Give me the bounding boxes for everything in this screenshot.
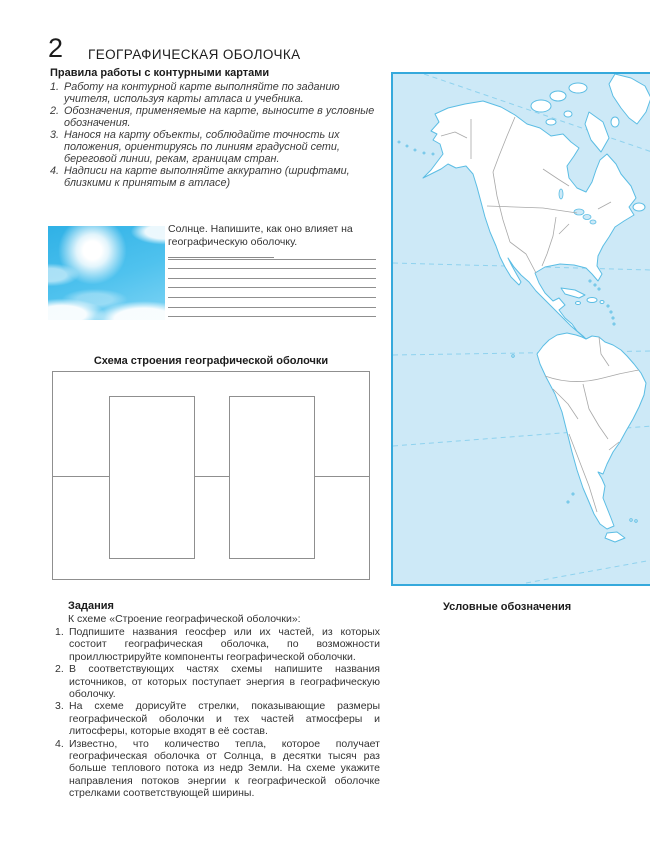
rule-item xyxy=(50,81,382,105)
task-text: В соответствующих частях схемы напишите названия источников, от которых поступает энергия в географическую оболочку. xyxy=(69,663,380,701)
task-item xyxy=(55,626,380,663)
sun-sky-photo xyxy=(48,226,165,320)
task-number: 4. xyxy=(55,737,64,750)
task-text: Подпишите названия геосфер или их частей, из которых состоит географическая оболочка, по возможности проиллюстрируйте компоненты географической оболочки. xyxy=(69,626,380,663)
answer-line xyxy=(168,298,376,308)
diagram-divider-line xyxy=(53,476,369,477)
task-item xyxy=(55,700,380,737)
tasks-intro: К схеме «Строение географической оболочки»: xyxy=(68,613,301,625)
answer-line xyxy=(168,250,376,260)
legend-heading: Условные обозначения xyxy=(443,601,572,613)
diagram-outer-box xyxy=(52,371,370,580)
answer-line xyxy=(168,279,376,289)
rule-item xyxy=(50,105,382,129)
tasks-heading: Задания xyxy=(68,600,114,612)
answer-line xyxy=(168,260,376,270)
diagram-title: Схема строения географической оболочки xyxy=(93,355,329,367)
rule-text: Работу на контурной карте выполняйте по заданию учителя, используя карты атласа и учебника. xyxy=(64,81,340,105)
contour-map-americas xyxy=(391,72,650,586)
task-number: 1. xyxy=(55,626,64,638)
rule-item xyxy=(50,129,382,165)
rule-number: 2. xyxy=(50,105,60,117)
diagram-inner-box-right xyxy=(229,396,315,559)
page-number: 2 xyxy=(48,33,64,63)
rule-text: Обозначения, применяемые на карте, выносите в условные обозначения. xyxy=(64,105,375,129)
rule-text: Надписи на карте выполняйте аккуратно (шрифтами, близкими к принятым в атласе) xyxy=(64,165,350,189)
rule-number: 3. xyxy=(50,129,60,141)
answer-line xyxy=(168,269,376,279)
sun-prompt-text: Солнце. Напишите, как оно влияет на географическую оболочку. xyxy=(168,223,353,248)
americas-map-svg xyxy=(393,74,650,584)
answer-line xyxy=(168,308,376,318)
rule-number: 1. xyxy=(50,81,60,93)
rule-item xyxy=(50,165,382,189)
rules-list xyxy=(50,81,382,189)
answer-line xyxy=(168,288,376,298)
rule-text: Нанося на карту объекты, соблюдайте точность их положения, ориентируясь по линиям градусной сети, береговой линии, рекам, границам стран. xyxy=(64,129,340,165)
tasks-list xyxy=(55,626,380,800)
page-title: ГЕОГРАФИЧЕСКАЯ ОБОЛОЧКА xyxy=(88,47,301,62)
diagram-inner-box-left xyxy=(109,396,195,559)
rule-number: 4. xyxy=(50,165,60,177)
task-text: На схеме дорисуйте стрелки, показывающие размеры географической оболочки и тех частей атмосферы и литосферы, которые входят в её состав. xyxy=(69,700,380,738)
tasks-section xyxy=(55,600,380,800)
task-text: Известно, что количество тепла, которое получает географическая оболочка от Солнца, в десятки тысяч раз больше теплового потока из недр Земли. На схеме укажите направления потоков энергии к географической оболочке стрелками соответствующей ширины. xyxy=(69,737,380,800)
task-item xyxy=(55,738,380,800)
answer-lines xyxy=(168,250,376,317)
task-number: 3. xyxy=(55,700,64,713)
rules-heading: Правила работы с контурными картами xyxy=(50,67,270,79)
task-item xyxy=(55,663,380,700)
task-number: 2. xyxy=(55,663,64,676)
